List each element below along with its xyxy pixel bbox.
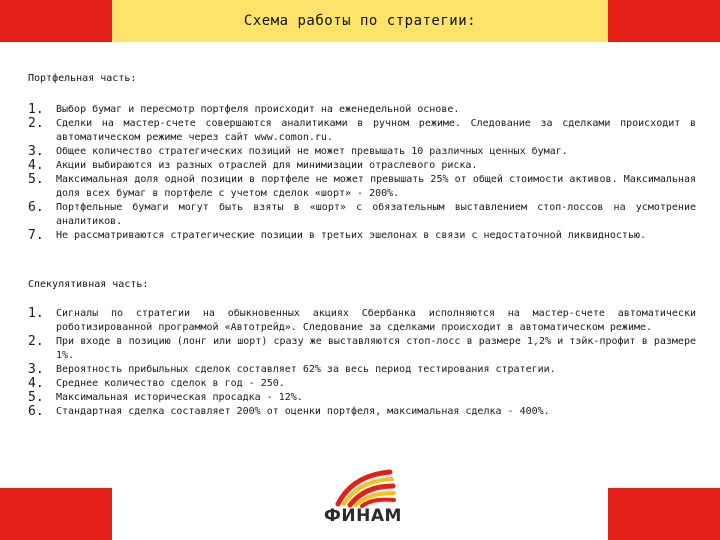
corner-block-bottom-right (608, 488, 720, 540)
corner-block-top-right (608, 0, 720, 42)
title-bar (112, 0, 608, 42)
list-item: 6. Стандартная сделка составляет 200% от оценки портфеля, максимальная сделка - 400%. (28, 404, 550, 419)
list-item: 6. Портфельные бумаги могут быть взяты в «шорт» с обязательным выставлением стоп-лоссов на усмотрение аналитиков. (28, 200, 696, 227)
corner-block-top-left (0, 0, 112, 42)
finam-logo (308, 466, 418, 530)
finam-emblem-icon (308, 466, 418, 508)
list-item: 5. Максимальная доля одной позиции в портфеле не может превышать 25% от общей стоимости активов. Максимальная доля всех бумаг в портфеле с учетом сделок «шорт» - 200%. (28, 172, 696, 199)
portfolio-section-heading: Портфельная часть: (28, 73, 137, 84)
logo-text: ФИНАМ (324, 506, 402, 526)
list-item: 1. Сигналы по стратегии на обыкновенных акциях Сбербанка исполняются на мастер-счете автоматически роботизированной программой «Автотрейд». Следование за сделками происходит в автоматическом режиме. (28, 306, 696, 333)
list-item: 4. Акции выбираются из разных отраслей для минимизации отраслевого риска. (28, 158, 478, 173)
list-item: 5. Максимальная историческая просадка - 12%. (28, 390, 303, 405)
speculative-section-heading: Спекулятивная часть: (28, 279, 149, 290)
page-title: Схема работы по стратегии: (243, 13, 477, 29)
list-item: 3. Вероятность прибыльных сделок составляет 62% за весь период тестирования стратегии. (28, 362, 556, 377)
speculative-list (28, 307, 696, 419)
corner-block-bottom-left (0, 488, 112, 540)
list-item: 2. При входе в позицию (лонг или шорт) сразу же выставляются стоп-лосс в размере 1,2% и тэйк-профит в размере 1%. (28, 334, 696, 361)
list-item: 2. Сделки на мастер-счете совершаются аналитиками в ручном режиме. Следование за сделками происходит в автоматическом режиме через сайт www.comon.ru. (28, 116, 696, 143)
list-item: 1. Выбор бумаг и пересмотр портфеля происходит на еженедельной основе. (28, 102, 460, 117)
list-item: 4. Среднее количество сделок в год - 250. (28, 376, 285, 391)
list-item: 7. Не рассматриваются стратегические позиции в третьих эшелонах в связи с недостаточной ликвидностью. (28, 228, 647, 243)
portfolio-list (28, 103, 696, 243)
list-item: 3. Общее количество стратегических позиций не может превышать 10 различных ценных бумаг. (28, 144, 568, 159)
